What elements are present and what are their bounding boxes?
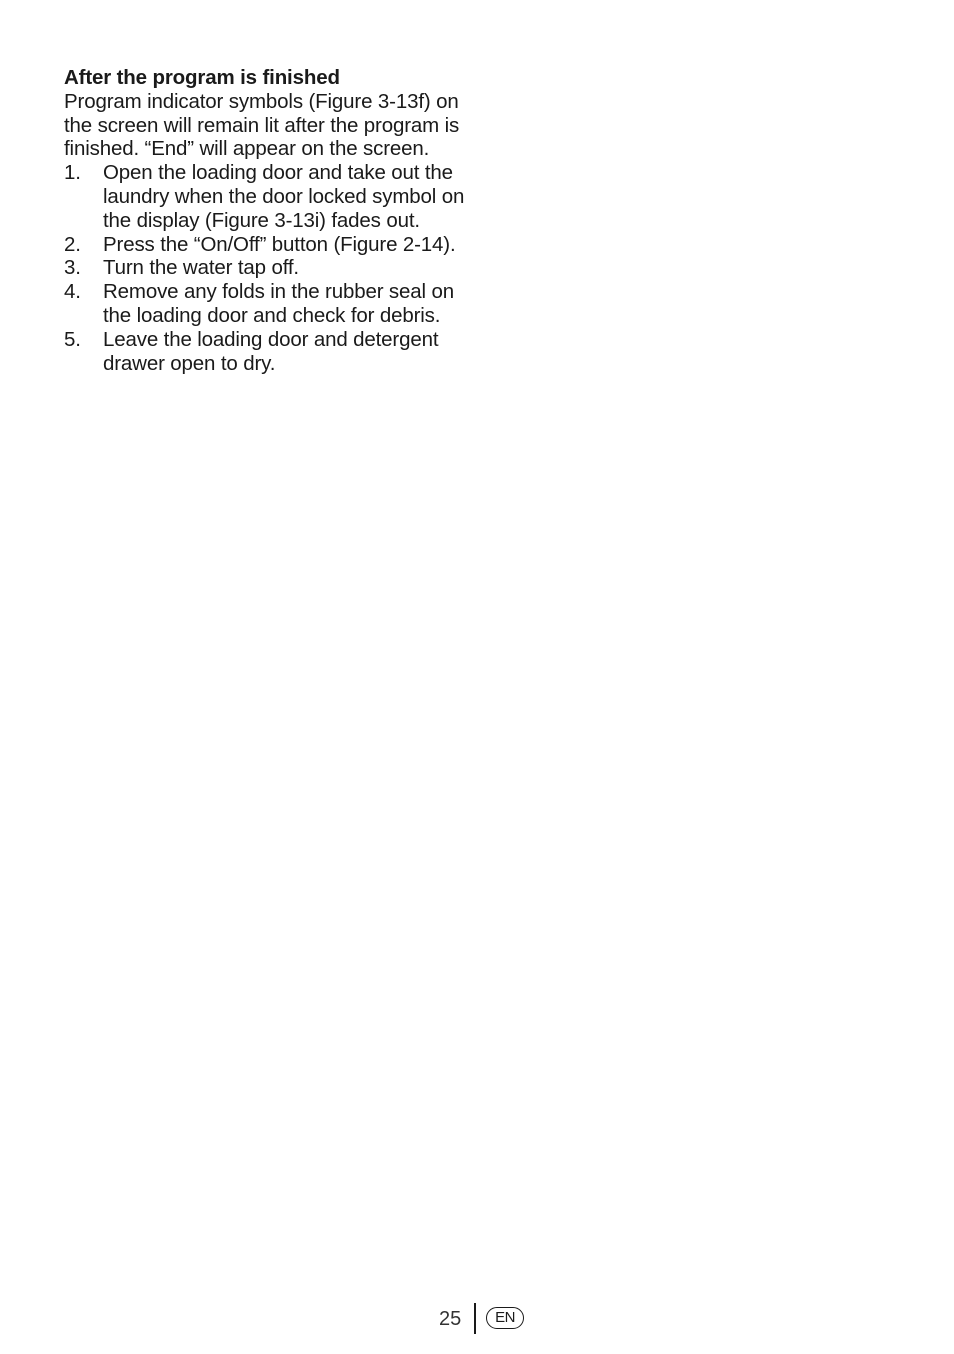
step-text: Leave the loading door and detergent drawer open to dry.: [103, 327, 439, 375]
content-column: [64, 66, 474, 375]
step-number: 1.: [64, 161, 81, 185]
list-item: [64, 161, 474, 232]
step-number: 2.: [64, 232, 81, 256]
footer-divider: [474, 1303, 476, 1334]
steps-list: [64, 161, 474, 375]
page-footer: [0, 1303, 954, 1335]
step-text: Turn the water tap off.: [103, 256, 299, 280]
intro-paragraph: Program indicator symbols (Figure 3-13f) on the screen will remain lit after the program is finished. “End” will appear on the screen.: [64, 89, 460, 161]
page-number: 25: [439, 1308, 462, 1330]
list-item: [64, 256, 474, 280]
step-text: Open the loading door and take out the laundry when the door locked symbol on the display (Figure 3-13i) fades out.: [103, 161, 465, 232]
list-item: [64, 233, 474, 257]
language-badge: EN: [486, 1307, 524, 1329]
section-heading: After the program is finished: [64, 66, 340, 89]
list-item: [64, 280, 474, 328]
list-item: [64, 328, 474, 376]
step-text: Press the “On/Off” button (Figure 2-14).: [103, 232, 456, 256]
step-number: 3.: [64, 256, 81, 280]
step-number: 4.: [64, 280, 81, 304]
step-number: 5.: [64, 327, 81, 351]
step-text: Remove any folds in the rubber seal on the loading door and check for debris.: [103, 280, 454, 327]
